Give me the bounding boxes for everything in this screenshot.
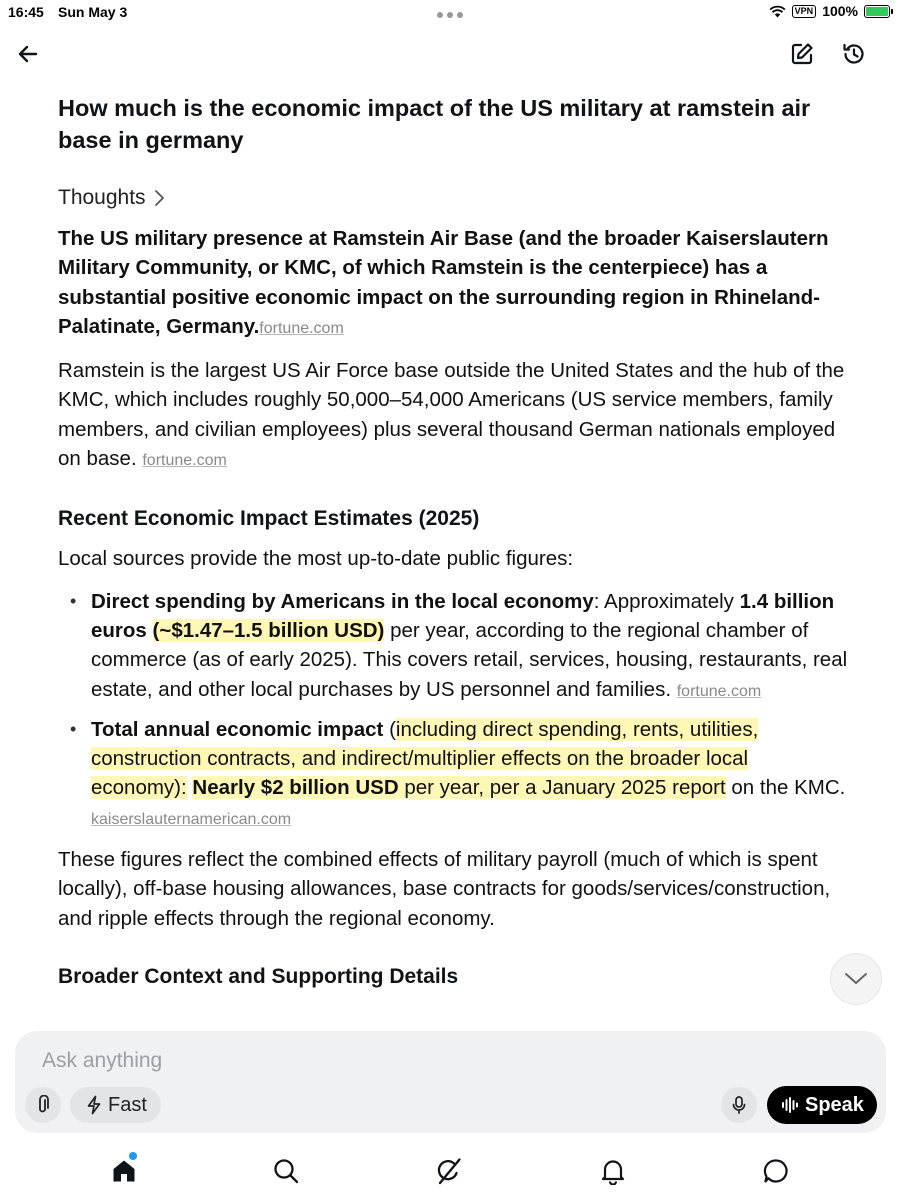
chevron-right-icon [154,189,166,207]
paperclip-icon [34,1095,52,1115]
waveform-icon [781,1096,799,1114]
thoughts-toggle[interactable] [58,186,848,210]
dictation-button[interactable] [721,1087,757,1123]
tab-search[interactable] [269,1154,303,1188]
source-link[interactable]: fortune.com [676,682,762,700]
history-button[interactable] [838,38,870,70]
multitask-dots[interactable] [437,12,463,18]
figures-paragraph: These figures reflect the combined effects of military payroll (much of which is spent locally), off-base housing allowances, base contracts for goods/services/construction, and ripple effects through the regional economy. [58,848,831,930]
microphone-icon [731,1095,747,1115]
vpn-badge: VPN [792,5,817,18]
section-heading-estimates: Recent Economic Impact Estimates (2025) [58,507,480,531]
history-icon [841,41,867,67]
battery-percent: 100% [822,3,858,19]
ask-input[interactable] [42,1048,642,1074]
speak-label: Speak [805,1093,864,1116]
bottom-tab-bar [0,1140,900,1200]
lightning-icon [86,1095,102,1115]
status-indicators [769,3,890,19]
conversation-content [58,92,848,989]
tab-notifications[interactable] [596,1154,630,1188]
new-chat-button[interactable] [786,38,818,70]
status-time: 16:45 [8,4,44,20]
status-date: Sun May 3 [58,4,128,20]
search-icon [272,1157,300,1185]
composer [15,1031,886,1133]
attach-button[interactable] [25,1087,61,1123]
wifi-icon [769,5,786,18]
ramstein-paragraph: Ramstein is the largest US Air Force base outside the United States and the hub of the KMC, which includes roughly 50,000–54,000 Americans (US service members, family members, and civilian employees) plus several thousand German nationals employed on base. fortune.com [58,359,845,471]
status-bar [0,0,900,26]
thoughts-label: Thoughts [58,186,146,209]
chevron-down-icon [844,972,868,986]
section-intro: Local sources provide the most up-to-date public figures: [58,547,574,571]
tab-grok[interactable] [432,1154,466,1188]
source-link[interactable]: fortune.com [142,452,227,470]
intro-paragraph: The US military presence at Ramstein Air Base (and the broader Kaiserslautern Military Community, or KMC, of which Ramstein is the centerpiece) has a substantial positive economic impact on the surrounding region in Rhineland-Palatinate, Germany.fortune.com [58,227,829,338]
home-icon [110,1157,138,1185]
model-mode-button[interactable] [70,1087,161,1123]
list-item: • Direct spending by Americans in the local economy: Approximately 1.4 billion euros (~$1.47–1.5 billion USD) per year, according to the regional chamber of commerce (as of early 2025). This covers retail, services, housing, restaurants, real estate, and other local purchases by US personnel and families. fortune.com [70,587,848,706]
source-link[interactable]: kaiserslauternamerican.com [91,810,292,828]
estimates-list [70,587,848,834]
tab-messages[interactable] [759,1154,793,1188]
bell-icon [599,1157,627,1185]
grok-icon [435,1157,463,1185]
edit-icon [789,41,815,67]
list-item: • Total annual economic impact (including direct spending, rents, utilities, construction contracts, and indirect/multiplier effects on the broader local economy): Nearly $2 billion USD per year, per a January 2025 report on the KMC. kaiserslauternamerican.com [70,715,848,834]
user-question: How much is the economic impact of the US military at ramstein air base in germany [58,95,811,153]
back-button[interactable] [12,38,44,70]
battery-icon [864,5,890,18]
chat-bubble-icon [762,1157,790,1185]
scroll-down-button[interactable] [830,953,882,1005]
tab-home[interactable] [107,1154,141,1188]
speak-button[interactable] [767,1086,877,1124]
arrow-left-icon [16,42,40,66]
source-link[interactable]: fortune.com [259,319,344,337]
home-notification-dot [129,1152,137,1160]
mode-label: Fast [108,1093,147,1116]
section-heading-context: Broader Context and Supporting Details [58,964,459,988]
